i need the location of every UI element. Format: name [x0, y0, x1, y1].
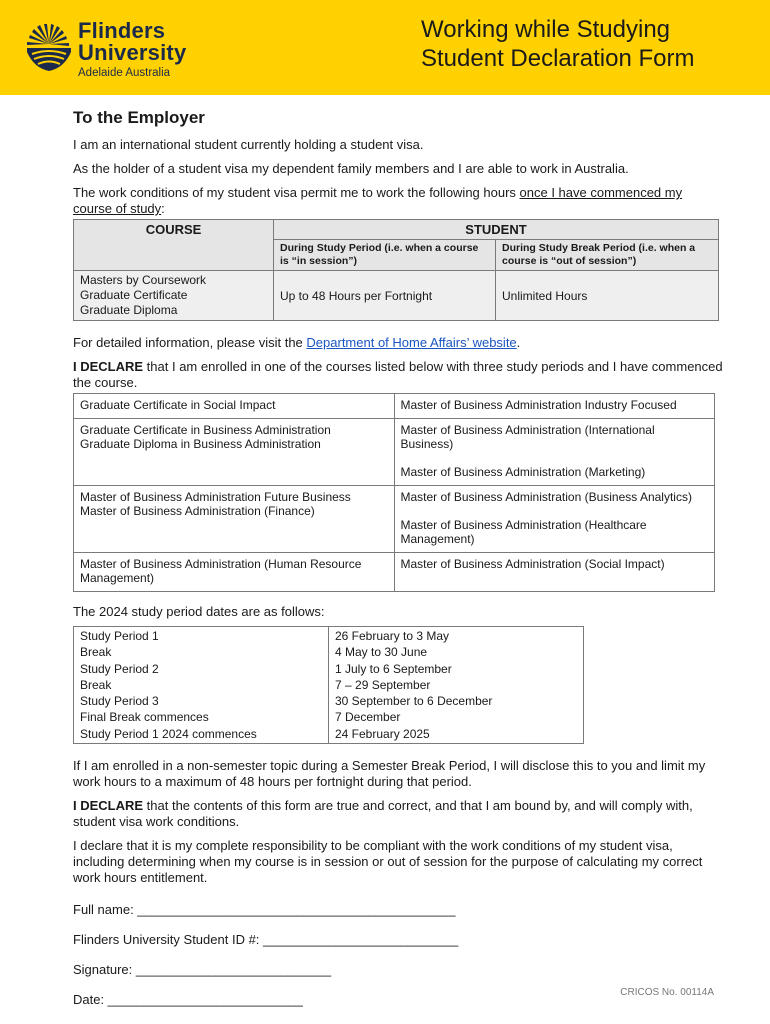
period-date: 7 December — [335, 710, 401, 725]
course-item: Masters by Coursework — [80, 273, 207, 287]
cricos-number: CRICOS No. 00114A — [620, 987, 714, 998]
work-hours-table — [73, 219, 719, 321]
declare-paragraph-2 — [73, 798, 723, 830]
period-name: Final Break commences — [80, 710, 209, 725]
p3-end: : — [161, 201, 165, 216]
signature-field[interactable]: Signature: ___________________________ — [73, 962, 332, 978]
sunburst-shield-icon — [24, 22, 74, 72]
info-after-link: . — [516, 335, 521, 350]
logo-line1: Flinders — [78, 18, 166, 43]
declare-rest: that I am enrolled in one of the courses listed below with three study periods and I have commenced the course. — [73, 359, 723, 390]
table-row — [74, 394, 715, 419]
course-item: Graduate Certificate — [80, 288, 188, 302]
student-id-field[interactable]: Flinders University Student ID #: ___________________________ — [73, 932, 459, 948]
break-period-header: During Study Break Period (i.e. when a course is “out of session”) — [496, 240, 719, 271]
student-header: STUDENT — [274, 220, 719, 240]
form-title-line2: Student Declaration Form — [421, 44, 695, 72]
p3-underlined: once I have commenced my course of study — [73, 185, 683, 216]
intro-paragraph-2: As the holder of a student visa my dependent family members and I are able to work in Australia. — [73, 161, 629, 176]
declare-bold: I DECLARE — [73, 359, 144, 374]
table-cell: Master of Business Administration Industry Focused — [394, 394, 715, 419]
period-date: 26 February to 3 May — [335, 629, 450, 643]
period-date: 24 February 2025 — [335, 726, 430, 741]
flinders-logo — [24, 18, 194, 79]
study-hours-cell: Up to 48 Hours per Fortnight — [274, 271, 496, 321]
courses-table — [73, 393, 715, 592]
declare2-rest: that the contents of this form are true and correct, and that I am bound by, and will comply with, student visa work conditions. — [73, 798, 693, 830]
info-paragraph — [73, 335, 723, 351]
info-before-link: For detailed information, please visit the — [73, 335, 307, 350]
table-cell: Master of Business Administration (Business Analytics) Master of Business Administration (Healthcare Management) — [394, 486, 715, 553]
period-name: Break — [80, 677, 112, 692]
table-row — [74, 627, 584, 744]
period-date: 30 September to 6 December — [335, 694, 493, 709]
p3-start: The work conditions of my student visa permit me to work the following hours — [73, 185, 520, 200]
table-cell: Graduate Certificate in Social Impact — [74, 394, 395, 419]
declare-paragraph-1 — [73, 359, 723, 391]
table-cell: Master of Business Administration (Human Resource Management) — [74, 553, 395, 592]
header-banner — [0, 0, 770, 95]
period-name: Study Period 3 — [80, 694, 159, 709]
logo-line3: Adelaide Australia — [78, 67, 171, 79]
period-date: 7 – 29 September — [335, 677, 431, 692]
table-cell: Master of Business Administration (Social Impact) — [394, 553, 715, 592]
table-cell: Master of Business Administration Future Business Master of Business Administration (Finance) — [74, 486, 395, 553]
form-title-line1: Working while Studying — [421, 16, 671, 43]
period-name: Study Period 2 — [80, 661, 159, 676]
table-row — [74, 553, 715, 592]
period-date: 4 May to 30 June — [335, 645, 428, 660]
table-row — [74, 486, 715, 553]
course-item: Graduate Diploma — [80, 303, 178, 317]
closing-paragraph-3: I declare that it is my complete responsibility to be compliant with the work conditions of my student visa, including determining when my course is in session or out of session for the purpose of calculating my correct work hours entitlement. — [73, 838, 703, 886]
study-dates-table — [73, 626, 584, 744]
period-name: Study Period 1 — [80, 629, 159, 643]
closing-paragraph-1: If I am enrolled in a non-semester topic during a Semester Break Period, I will disclose this to you and limit my work hours to a maximum of 48 hours per fortnight during that period. — [73, 758, 706, 790]
course-header: COURSE — [74, 220, 274, 271]
declare2-bold: I DECLARE — [73, 798, 144, 814]
table-cell: Graduate Certificate in Business Administration Graduate Diploma in Business Administration — [74, 419, 395, 486]
home-affairs-link[interactable]: Department of Home Affairs’ website — [306, 335, 517, 350]
break-hours-cell: Unlimited Hours — [496, 271, 719, 321]
period-date: 1 July to 6 September — [335, 661, 452, 676]
full-name-field[interactable]: Full name: ____________________________________________ — [73, 902, 456, 918]
period-name: Study Period 1 2024 commences — [80, 726, 257, 741]
table-row — [74, 419, 715, 486]
dates-intro: The 2024 study period dates are as follows: — [73, 604, 325, 619]
table-cell: Master of Business Administration (International Business) Master of Business Administration (Marketing) — [394, 419, 715, 486]
date-field[interactable]: Date: ___________________________ — [73, 992, 303, 1008]
logo-wordmark — [78, 20, 186, 80]
period-names-cell — [74, 627, 329, 744]
document-body — [73, 108, 723, 1008]
period-name: Break — [80, 645, 112, 660]
section-heading: To the Employer — [73, 108, 205, 127]
period-dates-cell — [329, 627, 584, 744]
intro-paragraph-3 — [73, 185, 723, 217]
study-period-header: During Study Period (i.e. when a course is “in session”) — [274, 240, 496, 271]
course-list-cell — [74, 271, 274, 321]
intro-paragraph-1: I am an international student currently holding a student visa. — [73, 137, 424, 152]
form-title — [421, 16, 694, 73]
logo-line2: University — [78, 40, 187, 65]
